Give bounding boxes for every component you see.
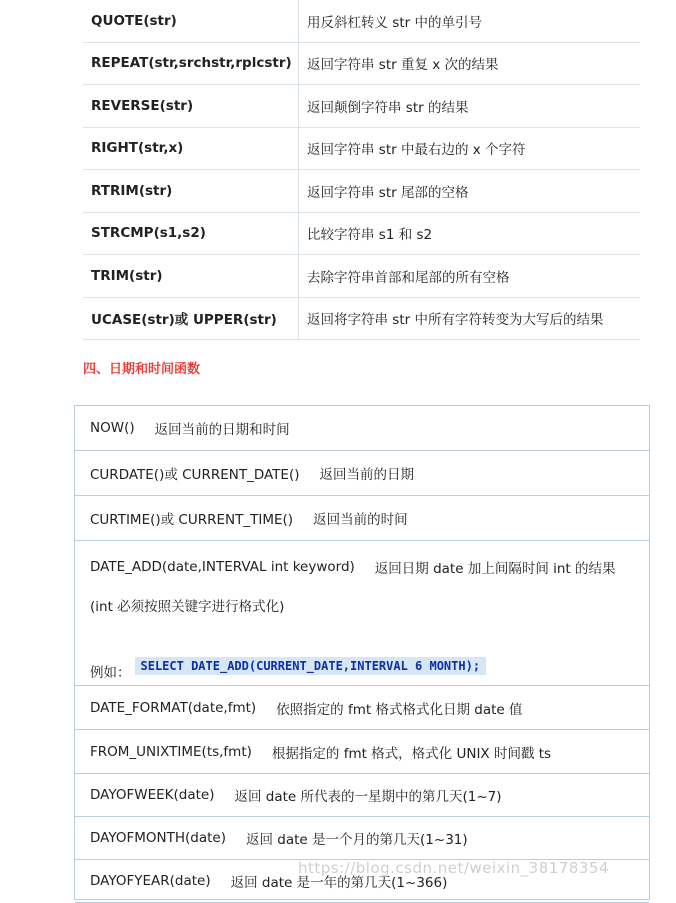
- function-description: 依照指定的 fmt 格式格式化日期 date 值: [276, 701, 523, 718]
- function-description: 去除字符串首部和尾部的所有空格: [299, 255, 641, 298]
- table-row: [83, 0, 640, 42]
- function-description: 返回当前的日期: [319, 467, 414, 483]
- function-description: 返回 date 是一年的第几天(1~366): [230, 875, 448, 891]
- function-name: QUOTE(str): [83, 0, 299, 42]
- function-name: FROM_UNIXTIME(ts,fmt): [90, 743, 252, 760]
- function-name: CURDATE()或 CURRENT_DATE(): [90, 467, 300, 483]
- function-name: RIGHT(str,x): [83, 127, 299, 170]
- function-name: RTRIM(str): [83, 170, 299, 213]
- function-name: REVERSE(str): [83, 85, 299, 128]
- function-name: REPEAT(str,srchstr,rplcstr): [83, 42, 299, 85]
- function-name: DATE_FORMAT(date,fmt): [90, 699, 257, 716]
- function-description: 用反斜杠转义 str 中的单引号: [299, 0, 641, 42]
- section-title: 四、日期和时间函数: [83, 362, 201, 377]
- table-row: [83, 127, 640, 170]
- string-functions-table: [83, 0, 640, 340]
- function-name: CURTIME()或 CURRENT_TIME(): [90, 512, 294, 528]
- table-row: [83, 255, 640, 298]
- function-description: 返回字符串 str 中最右边的 x 个字符: [299, 127, 641, 170]
- function-name: STRCMP(s1,s2): [83, 212, 299, 255]
- function-name: TRIM(str): [83, 255, 299, 298]
- function-name: UCASE(str)或 UPPER(str): [83, 297, 299, 340]
- function-description: 返回颠倒字符串 str 的结果: [299, 85, 641, 128]
- date-add-signature-line: [90, 551, 649, 583]
- table-row: [75, 774, 649, 817]
- table-row: [75, 730, 649, 774]
- function-description: 返回当前的时间: [313, 512, 408, 528]
- function-description: 返回将字符串 str 中所有字符转变为大写后的结果: [299, 297, 641, 340]
- function-description: 返回当前的日期和时间: [154, 422, 290, 438]
- function-description: 返回字符串 str 重复 x 次的结果: [299, 42, 641, 85]
- example-line: [90, 657, 649, 681]
- date-functions-table: [74, 405, 650, 900]
- table-row: [75, 406, 649, 451]
- table-row: [83, 212, 640, 255]
- function-description: 返回 date 是一个月的第几天(1~31): [246, 832, 468, 848]
- table-row: [75, 541, 649, 686]
- table-row: [75, 451, 649, 496]
- function-name: NOW(): [90, 420, 135, 436]
- function-name: DAYOFMONTH(date): [90, 830, 226, 846]
- table-row: [83, 297, 640, 340]
- table-row: [83, 85, 640, 128]
- table-row: [75, 496, 649, 541]
- example-code: SELECT DATE_ADD(CURRENT_DATE,INTERVAL 6 MONTH);: [135, 657, 487, 675]
- table-row: [75, 817, 649, 860]
- function-name: DAYOFWEEK(date): [90, 787, 215, 803]
- function-note: (int 必须按照关键字进行格式化): [90, 599, 285, 615]
- table-row: [83, 170, 640, 213]
- function-name: DATE_ADD(date,INTERVAL int keyword): [90, 559, 355, 575]
- watermark-url: https://blog.csdn.net/weixin_38178354: [298, 859, 610, 877]
- function-name: DAYOFYEAR(date): [90, 873, 211, 889]
- function-description: 根据指定的 fmt 格式，格式化 UNIX 时间戳 ts: [271, 745, 552, 762]
- table-row: [75, 686, 649, 730]
- table-row: [83, 42, 640, 85]
- example-label: 例如：: [90, 665, 131, 681]
- function-description: 返回字符串 str 尾部的空格: [299, 170, 641, 213]
- function-description: 返回 date 所代表的一星期中的第几天(1~7): [234, 789, 502, 805]
- function-description: 返回日期 date 加上间隔时间 int 的结果: [374, 561, 616, 577]
- function-description: 比较字符串 s1 和 s2: [299, 212, 641, 255]
